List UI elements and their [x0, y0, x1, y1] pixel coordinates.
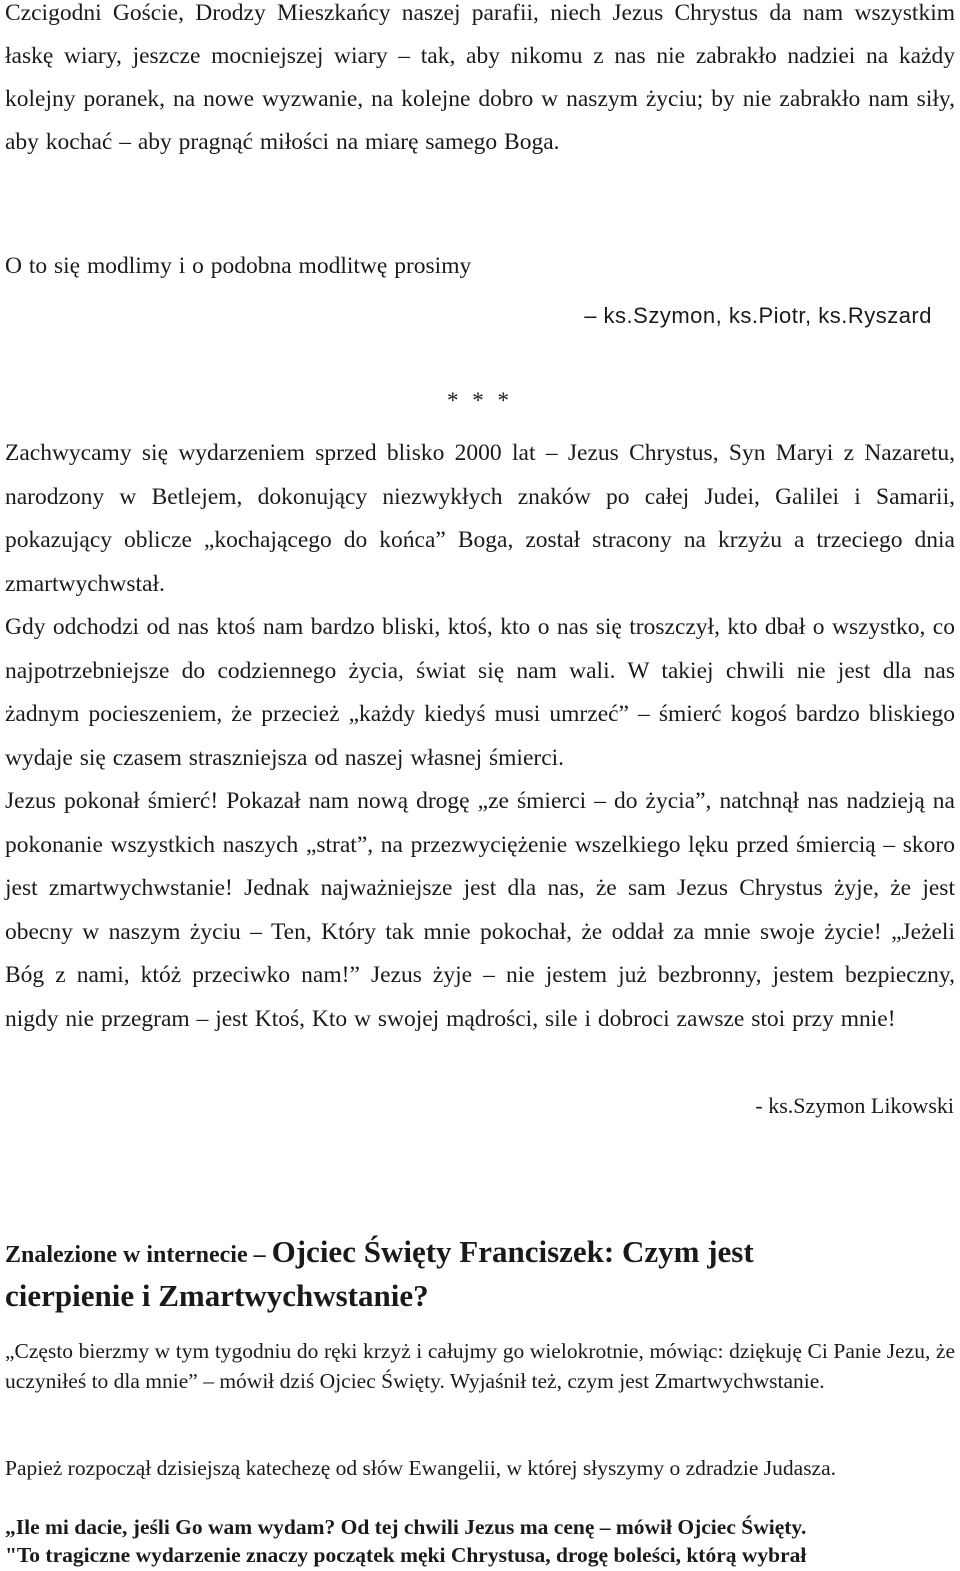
article-heading-lead: Znalezione w internecie –: [5, 1242, 272, 1268]
article-heading: [5, 1233, 955, 1321]
article-quote-line-1: „Ile mi dacie, jeśli Go wam wydam? Od tej chwili Jezus ma cenę – mówił Ojciec Święty.: [5, 1515, 807, 1539]
reflection-paragraph-3: Jezus pokonał śmierć! Pokazał nam nową drogę „ze śmierci – do życia”, natchnął nas nadzieją na pokonanie wszystkich naszych „strat”, na przezwyciężenie wszelkiego lęku przed śmiercią – skoro jest zmartwychwstanie! Jednak najważniejsze jest dla nas, że sam Jezus Chrystus żyje, że jest obecny w naszym życiu – Ten, Który tak mnie pokochał, że oddał za mnie swoje życie! „Jeżeli Bóg z nami, któż przeciwko nam!” Jezus żyje – nie jestem już bezbronny, jestem bezpieczny, nigdy nie przegram – jest Ktoś, Kto w swojej mądrości, sile i dobroci zawsze stoi przy mnie!: [5, 788, 955, 1032]
reflection-paragraph-2: Gdy odchodzi od nas ktoś nam bardzo bliski, ktoś, kto o nas się troszczył, kto dbał o wszystko, co najpotrzebniejsze do codziennego życia, świat się nam wali. W takiej chwili nie jest dla nas żadnym pocieszeniem, że przecież „każdy kiedyś musi umrzeć” – śmierć kogoś bardzo bliskiego wydaje się czasem straszniejsza od naszej własnej śmierci.: [5, 614, 955, 771]
article-heading-title-1: Ojciec Święty Franciszek: Czym jest: [271, 1234, 754, 1269]
article-paragraph-1: „Często bierzmy w tym tygodniu do ręki krzyż i całujmy go wielokrotnie, mówiąc: dziękuję Ci Panie Jezu, że uczyniłeś to dla mnie” – mówił dziś Ojciec Święty. Wyjaśnił też, czym jest Zmartwychwstanie.: [5, 1339, 955, 1393]
intro-signature: – ks.Szymon, ks.Piotr, ks.Ryszard: [584, 303, 932, 328]
section-separator: * * *: [447, 388, 513, 413]
article-paragraph-2: Papież rozpoczął dzisiejszą katechezę od słów Ewangelii, w której słyszymy o zdradzie Judasza.: [5, 1456, 837, 1480]
reflection-signature: - ks.Szymon Likowski: [755, 1093, 954, 1118]
article-quote-line-2: "To tragiczne wydarzenie znaczy początek męki Chrystusa, drogę boleści, którą wybrał: [5, 1543, 807, 1567]
intro-prayer-request: O to się modlimy i o podobna modlitwę prosimy: [5, 253, 472, 279]
article-heading-title-2: cierpienie i Zmartwychwstanie?: [5, 1278, 429, 1313]
intro-paragraph: Czcigodni Goście, Drodzy Mieszkańcy naszej parafii, niech Jezus Chrystus da nam wszystkim łaskę wiary, jeszcze mocniejszej wiary – tak, aby nikomu z nas nie zabrakło nadziei na każdy kolejny poranek, na nowe wyzwanie, na kolejne dobro w naszym życiu; by nie zabrakło nam siły, aby kochać – aby pragnąć miłości na miarę samego Boga.: [5, 0, 955, 155]
reflection-paragraph-1: Zachwycamy się wydarzeniem sprzed blisko 2000 lat – Jezus Chrystus, Syn Maryi z Nazaretu, narodzony w Betlejem, dokonujący niezwykłych znaków po całej Judei, Galilei i Samarii, pokazujący oblicze „kochającego do końca” Boga, został stracony na krzyżu a trzeciego dnia zmartwychwstał.: [5, 440, 955, 597]
